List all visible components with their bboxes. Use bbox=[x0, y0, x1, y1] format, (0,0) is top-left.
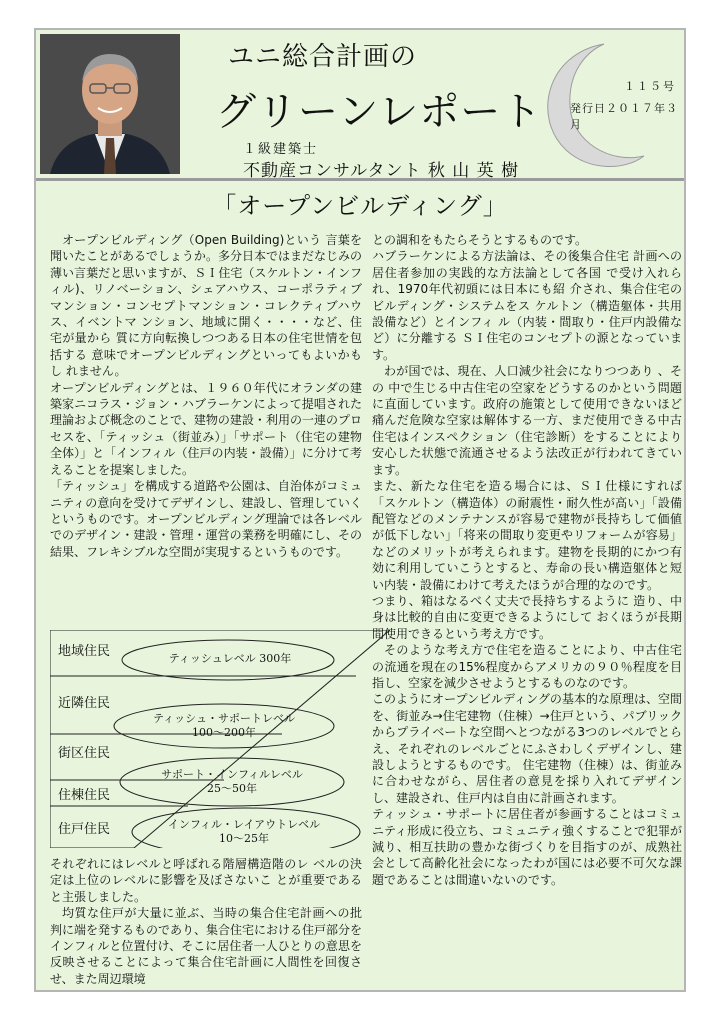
issue-number: １１５号 bbox=[624, 80, 676, 93]
author-portrait-icon bbox=[40, 34, 180, 174]
report-header bbox=[36, 30, 684, 181]
paragraph: そのような考え方で住宅を造ることにより、中古住宅の流通を現在の15%程度からアメリカの９０％程度を目指し、空家を減少させようとするものなのです。 bbox=[372, 643, 682, 690]
author-name: 不動産コンサルタント 秋 山 英 樹 bbox=[243, 161, 520, 181]
level-label: 街区住民 bbox=[58, 746, 111, 761]
paragraph: との調和をもたらそうとするものです。 bbox=[372, 233, 588, 247]
paragraph: このようにオープンビルディングの基本的な原理は、空間を、街並み→住宅建物（住棟）→住戸という、パブリックからプライベートな空間へとつながる3つのレベルでとらえ、それぞれのレベルごとにふさわしくデザインし、建設しようとするものです。 住宅建物（住棟）は、街並みに合わせながら、居住者の意見を採り入れてデザインし、建設され、住戸内は自由に計画されます。 bbox=[372, 692, 682, 805]
paragraph: 均質な住戸が大量に並ぶ、当時の集合住宅計画への批判に端を発するものであり、集合住宅における住戸部分をインフィルと位置付け、そこに居住者一人ひとりの意思を反映させることによって集合住宅計画に人間性を回復させ、また周辺環境 bbox=[50, 906, 363, 986]
level-ellipse-label: インフィル・レイアウトレベル 10～25年 bbox=[167, 818, 321, 845]
level-ellipse-label: ティッシュ・サポートレベル 100～200年 bbox=[153, 712, 295, 739]
paragraph: オープンビルディング（Open Building)という 言葉を聞いたことがあるでしょうか。多分日本ではまだなじみの薄い言葉だと思いますが、ＳＩ住宅（スケルトン・インフィル)、リノベーション、シェアハウス、コーポラティブマンション・コンセプトマンション・コレクティブハウス、イベントマ ンション、地域に開く・・・・など、住宅が量から 質に方向転換しつつある日本の住宅世情を包括する 意味でオープンビルディングといってもよいかもし れません。 bbox=[50, 233, 362, 379]
article-headline: 「オープンビルディング」 bbox=[212, 192, 508, 220]
level-label: 住棟住民 bbox=[58, 788, 111, 803]
report-title: グリーンレポート bbox=[216, 89, 543, 135]
author-role: １級建築士 bbox=[243, 142, 319, 157]
issue-date: 発行日２０１７年３月 bbox=[570, 102, 678, 131]
paragraph: オープンビルディングとは、１９６０年代にオランダの建築家ニコラス・ジョン・ハブラーケンによって提唱された理論および概念のことで、建物の建設・利用の一連のプロセスを、「ティッシュ（街並み）」「サポート（住宅の建物全体）」と「インフィル（住戸の内装・設備）」に分けて考えることを提案しました。 bbox=[50, 380, 362, 477]
level-label: 近隣住民 bbox=[58, 696, 111, 711]
company-name: ユニ総合計画の bbox=[228, 42, 418, 72]
paragraph: それぞれにはレベルと呼ばれる階層構造階のレ ベルの決定は上位のレベルに影響を及ぼさないこ とが重要であると主張しました。 bbox=[50, 857, 362, 904]
level-ellipse-label: ティッシュレベル 300年 bbox=[168, 652, 292, 665]
level-ellipse-label: サポート・インフィルレベル 25～50年 bbox=[161, 768, 303, 795]
level-diagram bbox=[50, 630, 390, 848]
paragraph: ティッシュ・サポートに居住者が参画することはコミュニティ形成に役立ち、コミュニティ強くすることで犯罪が減り、相互扶助の豊かな街づくりを目指すのが、成熟社会として高齢化社会になったわが国には必要不可欠な課題であることは間違いないのです。 bbox=[372, 807, 682, 887]
report-page bbox=[34, 28, 686, 992]
paragraph: わが国では、現在、人口減少社会になりつつあり 、その 中で生じる中古住宅の空家をどうするのかという問題に直面しています。政府の施策として使用できないほど痛んだ危険な空家は解体する一方、まだ使用できる中古住宅はインスペクション（住宅診断）をすることにより安心した状態で流通させるよう法改正が行われてきています。 bbox=[372, 364, 682, 477]
level-label: 地域住民 bbox=[58, 644, 111, 659]
left-column-bottom bbox=[50, 856, 362, 987]
right-column bbox=[372, 232, 682, 888]
paragraph: ハブラーケンによる方法論は、その後集合住宅 計画への居住者参加の実践的な方法論として各国 で受け入れられ、1970年代初頭には日本にも紹 介され、集合住宅のビルディング・システムをス ケルトン（構造躯体・共用設備など）とインフィ ル（内装・間取り・住戸内設備など）に分離する ＳＩ住宅のコンセプトの源となっています。 bbox=[372, 249, 682, 362]
left-column-top bbox=[50, 232, 362, 560]
paragraph: また、新たな住宅を造る場合には、ＳＩ仕様にすれば「スケルトン（構造体）の耐震性・耐久性が高い」「設備配管などのメンテナンスが容易で建物が長持ちして価値が低下しない」「将来の間取り変更やリフォームが容易」などのメリットが考えられます。建物を長期的にかつ有効に利用していこうとすると、寿命の長い構造躯体と短い内装・設備にわけて考えたほうが合理的なのです。 bbox=[372, 479, 682, 592]
paragraph: 「ティッシュ」を構成する道路や公園は、自治体がコミュニティの意向を受けてデザインし、建設し、管理していくというものです。オープンビルディング理論では各レベルでのデザイン・建設・管理・運営の業務を明確にし、その結果、フレキシブルな空間が実現するというものです。 bbox=[50, 479, 362, 559]
level-label: 住戸住民 bbox=[58, 822, 111, 837]
author-photo bbox=[40, 34, 180, 174]
paragraph: つまり、箱はなるべく丈夫で長持ちするように 造り、中身は比較的自由に変更できるようにして おくほうが長期間使用できるという考え方です。 bbox=[372, 593, 682, 641]
